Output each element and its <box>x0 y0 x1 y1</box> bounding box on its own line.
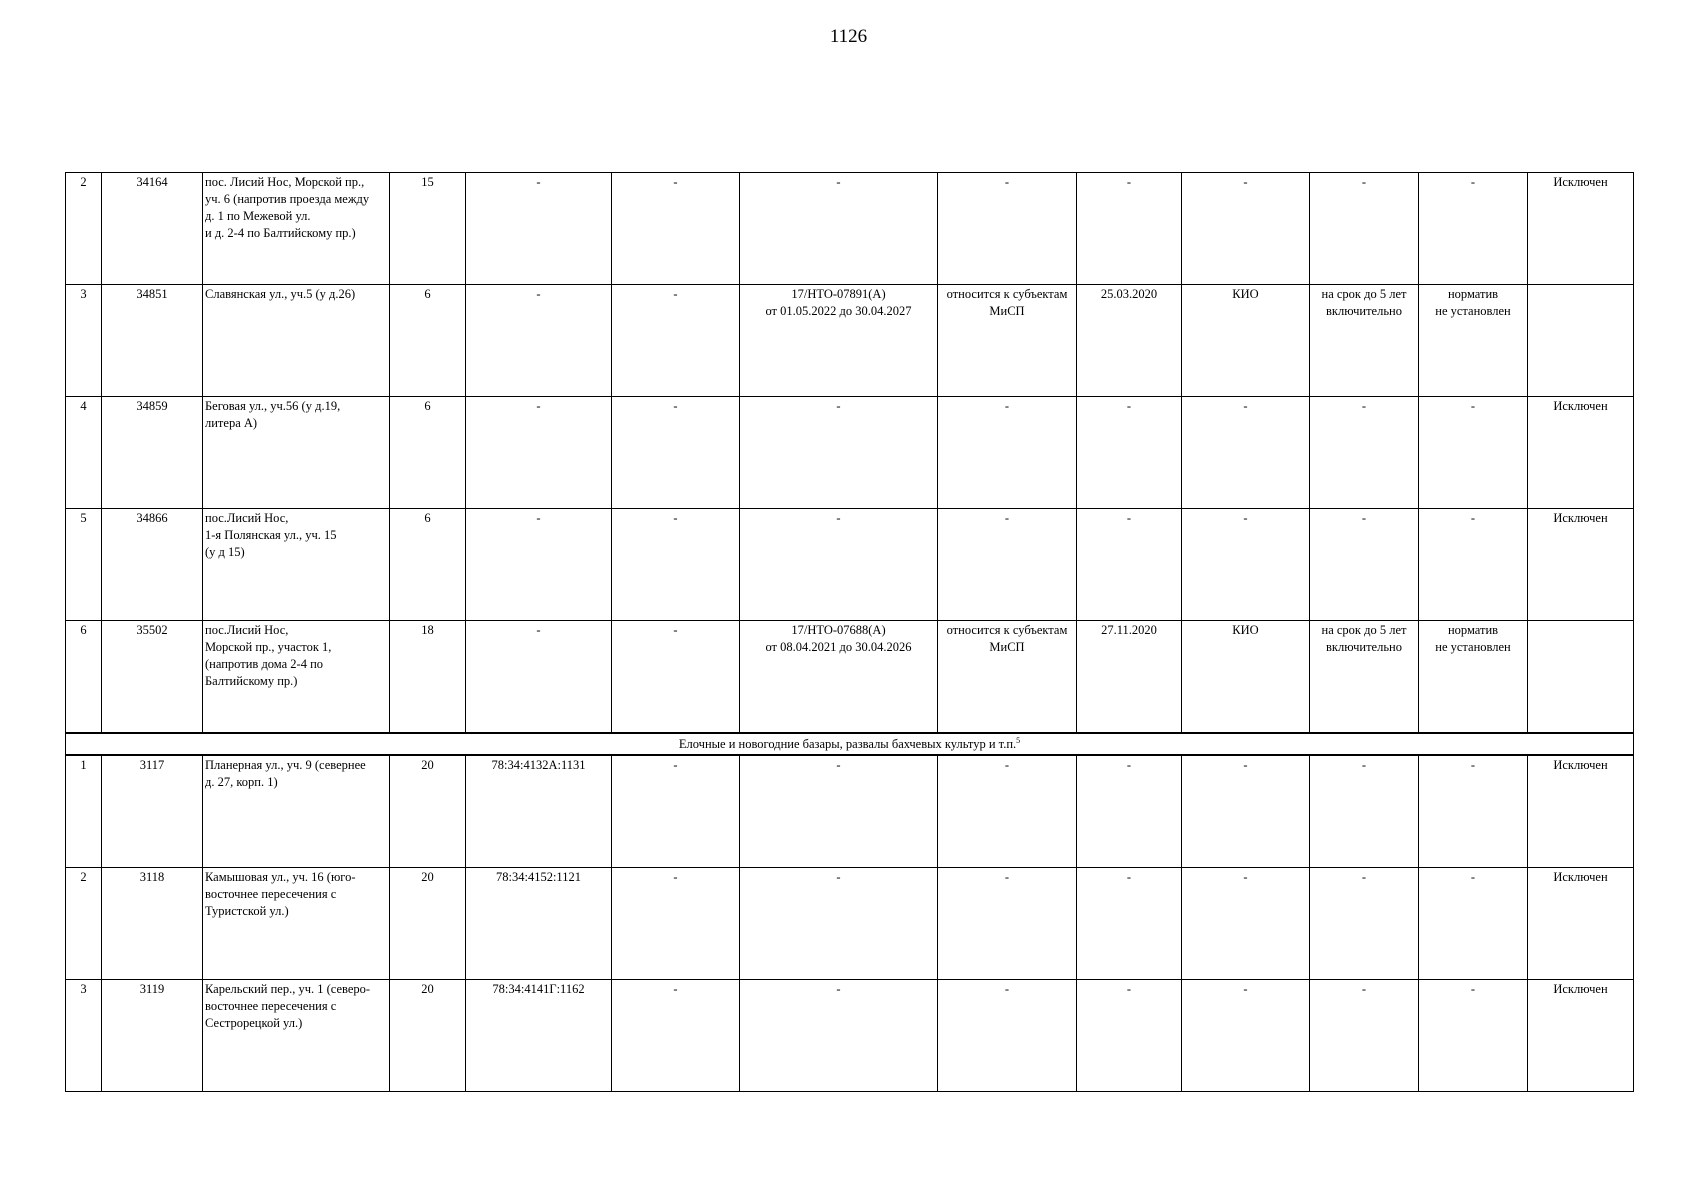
norm-cell: - <box>1419 173 1528 285</box>
table-row <box>66 980 1634 1092</box>
object-id-cell: 34851 <box>102 285 203 397</box>
row-number-cell: 3 <box>66 980 102 1092</box>
cadastral-number-cell: - <box>466 621 612 734</box>
date-cell: - <box>1077 980 1182 1092</box>
column-6-cell: - <box>612 755 740 868</box>
norm-cell: - <box>1419 980 1528 1092</box>
smb-status-cell: - <box>938 980 1077 1092</box>
smb-status-cell: относится к субъектам МиСП <box>938 285 1077 397</box>
organization-cell: КИО <box>1182 621 1310 734</box>
organization-cell: - <box>1182 173 1310 285</box>
date-cell: 25.03.2020 <box>1077 285 1182 397</box>
cadastral-number-cell: - <box>466 173 612 285</box>
area-cell: 20 <box>390 868 466 980</box>
contract-cell: - <box>740 980 938 1092</box>
row-number-cell: 1 <box>66 755 102 868</box>
norm-cell: - <box>1419 868 1528 980</box>
row-number-cell: 5 <box>66 509 102 621</box>
date-cell: - <box>1077 509 1182 621</box>
contract-cell: - <box>740 509 938 621</box>
organization-cell: КИО <box>1182 285 1310 397</box>
norm-cell: - <box>1419 755 1528 868</box>
cadastral-number-cell: 78:34:4141Г:1162 <box>466 980 612 1092</box>
status-cell: Исключен <box>1528 173 1634 285</box>
area-cell: 20 <box>390 755 466 868</box>
address-cell: пос. Лисий Нос, Морской пр., уч. 6 (напротив проезда между д. 1 по Межевой ул. и д. 2-4 по Балтийскому пр.) <box>203 173 390 285</box>
address-cell: пос.Лисий Нос, Морской пр., участок 1, (напротив дома 2-4 по Балтийскому пр.) <box>203 621 390 734</box>
table-row <box>66 509 1634 621</box>
cadastral-number-cell: - <box>466 285 612 397</box>
row-number-cell: 6 <box>66 621 102 734</box>
column-6-cell: - <box>612 868 740 980</box>
table-row <box>66 397 1634 509</box>
status-cell: Исключен <box>1528 980 1634 1092</box>
date-cell: - <box>1077 868 1182 980</box>
smb-status-cell: - <box>938 509 1077 621</box>
term-cell: - <box>1310 509 1419 621</box>
organization-cell: - <box>1182 980 1310 1092</box>
address-cell: пос.Лисий Нос, 1-я Полянская ул., уч. 15 (у д 15) <box>203 509 390 621</box>
norm-cell: - <box>1419 397 1528 509</box>
table-row <box>66 285 1634 397</box>
norm-cell: - <box>1419 509 1528 621</box>
object-id-cell: 34866 <box>102 509 203 621</box>
address-cell: Камышовая ул., уч. 16 (юго- восточнее пересечения с Туристской ул.) <box>203 868 390 980</box>
term-cell: - <box>1310 173 1419 285</box>
object-id-cell: 3117 <box>102 755 203 868</box>
cadastral-number-cell: - <box>466 397 612 509</box>
address-cell: Беговая ул., уч.56 (у д.19, литера А) <box>203 397 390 509</box>
row-number-cell: 3 <box>66 285 102 397</box>
smb-status-cell: относится к субъектам МиСП <box>938 621 1077 734</box>
term-cell: - <box>1310 397 1419 509</box>
address-cell: Славянская ул., уч.5 (у д.26) <box>203 285 390 397</box>
row-number-cell: 2 <box>66 868 102 980</box>
term-cell: - <box>1310 868 1419 980</box>
date-cell: - <box>1077 755 1182 868</box>
column-6-cell: - <box>612 173 740 285</box>
term-cell: - <box>1310 980 1419 1092</box>
address-cell: Планерная ул., уч. 9 (севернее д. 27, корп. 1) <box>203 755 390 868</box>
cadastral-number-cell: 78:34:4132А:1131 <box>466 755 612 868</box>
norm-cell: норматив не установлен <box>1419 621 1528 734</box>
column-6-cell: - <box>612 397 740 509</box>
table-row <box>66 621 1634 734</box>
address-cell: Карельский пер., уч. 1 (северо- восточнее пересечения с Сестрорецкой ул.) <box>203 980 390 1092</box>
organization-cell: - <box>1182 397 1310 509</box>
row-number-cell: 2 <box>66 173 102 285</box>
table-row <box>66 755 1634 868</box>
contract-cell: 17/НТО-07688(А) от 08.04.2021 до 30.04.2026 <box>740 621 938 734</box>
norm-cell: норматив не установлен <box>1419 285 1528 397</box>
contract-cell: - <box>740 173 938 285</box>
term-cell: - <box>1310 755 1419 868</box>
register-table <box>65 172 1634 1092</box>
object-id-cell: 35502 <box>102 621 203 734</box>
organization-cell: - <box>1182 755 1310 868</box>
status-cell: Исключен <box>1528 755 1634 868</box>
smb-status-cell: - <box>938 397 1077 509</box>
status-cell: Исключен <box>1528 868 1634 980</box>
row-number-cell: 4 <box>66 397 102 509</box>
object-id-cell: 34859 <box>102 397 203 509</box>
section-title-cell <box>66 733 1634 755</box>
page-number: 1126 <box>829 26 868 47</box>
smb-status-cell: - <box>938 755 1077 868</box>
date-cell: - <box>1077 173 1182 285</box>
cadastral-number-cell: 78:34:4152:1121 <box>466 868 612 980</box>
section-row <box>66 733 1634 755</box>
date-cell: 27.11.2020 <box>1077 621 1182 734</box>
area-cell: 6 <box>390 397 466 509</box>
section-title: Елочные и новогодние базары, развалы бахчевых культур и т.п. <box>678 736 1017 751</box>
object-id-cell: 3118 <box>102 868 203 980</box>
object-id-cell: 3119 <box>102 980 203 1092</box>
footnote-marker: 5 <box>1016 735 1021 745</box>
smb-status-cell: - <box>938 173 1077 285</box>
contract-cell: 17/НТО-07891(А) от 01.05.2022 до 30.04.2027 <box>740 285 938 397</box>
table-row <box>66 173 1634 285</box>
status-cell <box>1528 285 1634 397</box>
column-6-cell: - <box>612 980 740 1092</box>
organization-cell: - <box>1182 868 1310 980</box>
status-cell: Исключен <box>1528 397 1634 509</box>
contract-cell: - <box>740 755 938 868</box>
contract-cell: - <box>740 868 938 980</box>
area-cell: 6 <box>390 285 466 397</box>
column-6-cell: - <box>612 509 740 621</box>
object-id-cell: 34164 <box>102 173 203 285</box>
organization-cell: - <box>1182 509 1310 621</box>
table-row <box>66 868 1634 980</box>
cadastral-number-cell: - <box>466 509 612 621</box>
column-6-cell: - <box>612 285 740 397</box>
status-cell: Исключен <box>1528 509 1634 621</box>
area-cell: 6 <box>390 509 466 621</box>
term-cell: на срок до 5 лет включительно <box>1310 621 1419 734</box>
term-cell: на срок до 5 лет включительно <box>1310 285 1419 397</box>
contract-cell: - <box>740 397 938 509</box>
smb-status-cell: - <box>938 868 1077 980</box>
area-cell: 18 <box>390 621 466 734</box>
date-cell: - <box>1077 397 1182 509</box>
status-cell <box>1528 621 1634 734</box>
column-6-cell: - <box>612 621 740 734</box>
area-cell: 20 <box>390 980 466 1092</box>
area-cell: 15 <box>390 173 466 285</box>
